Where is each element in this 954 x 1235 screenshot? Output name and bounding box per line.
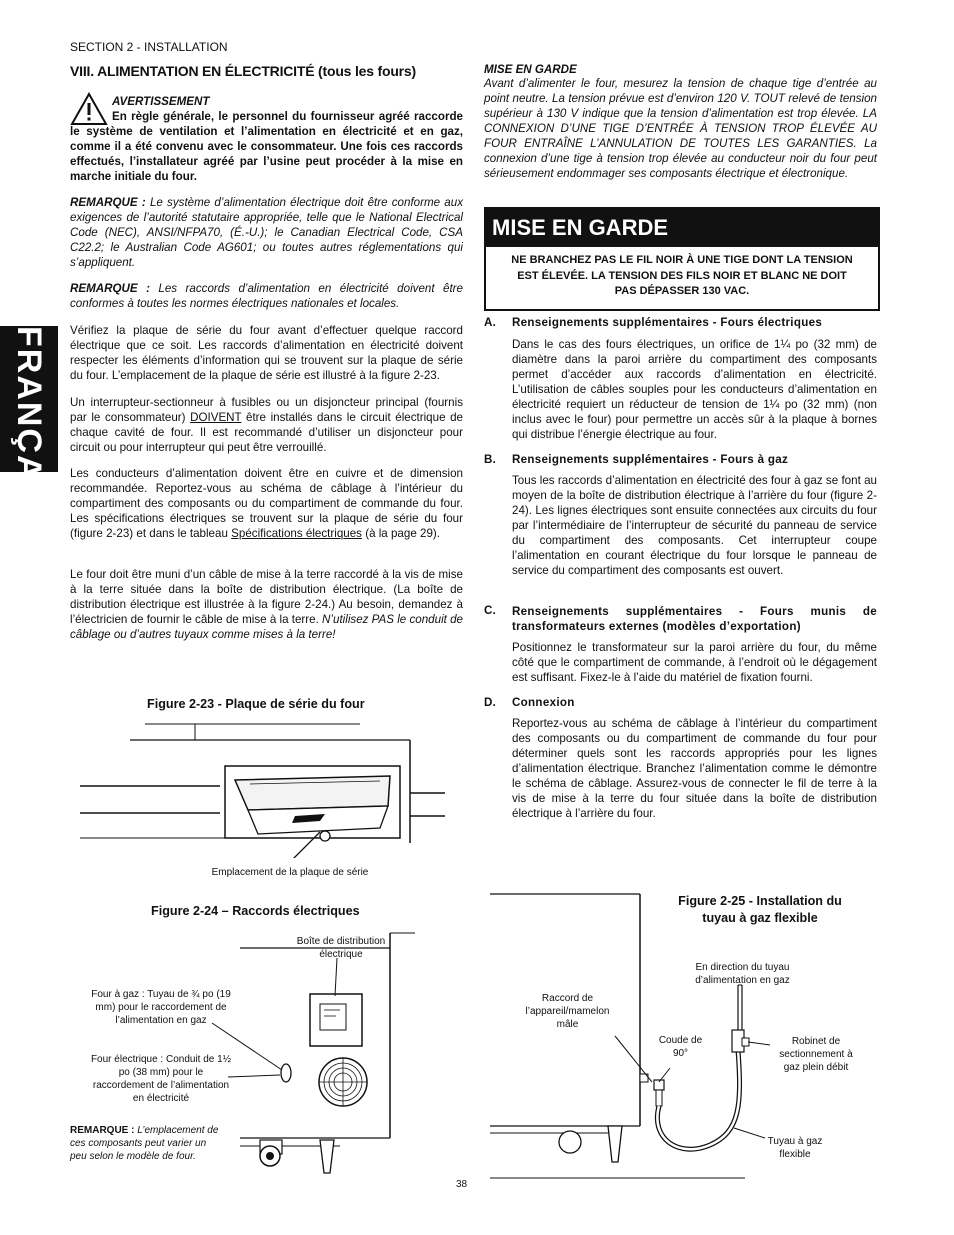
section-b-title: Renseignements supplémentaires - Fours à gaz [512, 453, 789, 466]
figure-2-23-caption: Emplacement de la plaque de série [211, 867, 369, 878]
gas-oven-label: Four à gaz : Tuyau de ¾ po (19 mm) pour le raccordement de l’alimentation en gaz [91, 989, 231, 1026]
language-tab: FRANÇAIS [0, 326, 58, 472]
gas-supply-label: En direction du tuyau d’alimentation en gaz [695, 962, 790, 986]
paragraph-1: Vérifiez la plaque de série du four avant d’effectuer quelque raccord électrique que ce soit. Les raccords d’alimentation en électricité doivent respecter les éléments d’information qui se trouvent sur la plaque de série du four. L’emplacement de la plaque de série est illustré à la figure 2-23. [70, 324, 463, 382]
section-c-letter: C. [484, 604, 497, 617]
fig24-note: REMARQUE : L’emplacement de ces composants peut varier un peu selon le modèle de four. [70, 1125, 219, 1162]
gas-hose-illustration [480, 890, 780, 1190]
paragraph-3: Les conducteurs d’alimentation doivent être en cuivre et de dimension recommandée. Reportez-vous au schéma de câblage à l’intérieur du compartiment des composants ou du compartiment de commande du four. Les spécifications électriques se trouvent sur la plaque de série du four (figure 2-23) et dans le tableau Spécifications électriques (à la page 29). [70, 467, 463, 540]
note-1: REMARQUE : Le système d’alimentation électrique doit être conforme aux exigences de l’autorité statutaire appropriée, telle que le National Electrical Code (NEC), ANSI/NFPA70, (É.-U.); le Canadian Electrical Code, CSA C22.2; le Australian Code AG601; ou toutes autres réglementations qui s’appliquent. [70, 196, 463, 269]
section-a-text: Dans le cas des fours électriques, un orifice de 1¼ po (32 mm) de diamètre dans la paroi arrière du compartiment des composants permet d’accéder aux raccords d’alimentation en électricité. L’utilisation de câbles souples pour les conducteurs d’alimentation en électricité requiert un réducteur de tension de 1¼ po (32 mm) (non inclus avec le four) pour permettre un accès sûr à la plaque à bornes qui distribue l’énergie électrique au four. [512, 338, 877, 441]
section-c-title: Renseignements supplémentaires - Fours munis de transformateurs externes (modèles d’exportation) [512, 605, 877, 633]
page-number: 38 [456, 1179, 468, 1190]
caution-text: Avant d’alimenter le four, mesurez la tension de chaque tige d’entrée au point neutre. La tension prévue est d’environ 120 V. TOUT relevé de tension supérieur à 130 V indique que la tension d’alimentation est trop élevée. LA CONNEXION D’UNE TIGE D’ENTRÉE À TENSION TROP ÉLEVÉE AU FOUR ENTRAÎNE L’ANNULATION DE TOUTES LES GARANTIES. La connexion d’une tige à tension trop élevée au conducteur noir du four peut sérieusement endommager ses composants électrique et électronique. [484, 77, 877, 180]
caution-box [484, 207, 880, 311]
note-2: REMARQUE : Les raccords d’alimentation en électricité doivent être conformes à toutes les normes électriques nationales et locales. [70, 282, 463, 310]
section-b-letter: B. [484, 453, 497, 466]
elbow-label: Coude de 90° [658, 1035, 703, 1059]
electric-oven-label: Four électrique : Conduit de 1½ po (38 mm) pour le raccordement de l’alimentation en électricité [90, 1054, 232, 1104]
warning-title: AVERTISSEMENT [112, 95, 210, 108]
distribution-box-label: Boîte de distribution électrique [296, 936, 386, 960]
section-b-text: Tous les raccords d’alimentation en électricité des four à gaz se font au moyen de la boîte de distribution électrique à l’arrière du four (figure 2-24). Les lignes électriques sont ensuite connectées aux circuits du four par l’intermédiaire de l’interrupteur de sécurité du panneau de service du compartiment des composants. Cet interrupteur coupe l’alimentation en courant électrique du four lorsque le panneau de service du compartiment des composants est ouvert. [512, 474, 877, 577]
section-d-letter: D. [484, 696, 497, 709]
caution-box-text: NE BRANCHEZ PAS LE FIL NOIR À UNE TIGE DONT LA TENSION EST ÉLEVÉE. LA TENSION DES FILS NOIR ET BLANC NE DOIT PAS DÉPASSER 130 VAC. [511, 254, 853, 297]
paragraph-2: Un interrupteur-sectionneur à fusibles ou un disjoncteur principal (fournis par le consommateur) DOIVENT être installés dans le circuit électrique de chaque cavité de four. Il est recommandé d’utiliser un disjoncteur pour circuit ou pour interrupteur qui peut être verrouillé. [70, 396, 463, 454]
section-a-title: Renseignements supplémentaires - Fours électriques [512, 316, 823, 329]
caution-title: MISE EN GARDE [484, 63, 577, 76]
caution-box-title: MISE EN GARDE [486, 209, 878, 247]
section-c-text: Positionnez le transformateur sur la paroi arrière du four, du même côté que le compartiment de commande, à l’endroit où le dégagement est suffisant. Fixez-le à l’aide du matériel de fixation fourni. [512, 641, 877, 684]
section-d-title: Connexion [512, 696, 575, 709]
serial-plate-illustration [80, 718, 450, 858]
section-header: SECTION 2 - INSTALLATION [70, 40, 228, 54]
section-a-letter: A. [484, 316, 497, 329]
paragraph-4: Le four doit être muni d’un câble de mise à la terre raccordé à la vis de mise à la terre située dans la boîte de distribution électrique. (La boîte de distribution électrique est illustrée à la figure 2-24.) Au besoin, demandez à l’électricien de fournir le câble de mise à la terre. N’utilisez PAS le conduit de câblage ou d’autres tuyaux comme mises à la terre! [70, 568, 463, 641]
warning-text: En règle générale, le personnel du fournisseur agréé raccorde le système de ventilation et l’alimentation en électricité et en gaz, comme il a été convenu avec le consommateur. Une fois ces raccords effectués, l’installateur agréé par l’usine peut procéder à la mise en marche initiale du four. [70, 110, 463, 183]
figure-2-25-title: Figure 2-25 - Installation du tuyau à gaz flexible [678, 894, 842, 925]
flexible-hose-label: Tuyau à gaz flexible [767, 1136, 823, 1160]
section-heading: VIII. ALIMENTATION EN ÉLECTRICITÉ (tous les fours) [70, 63, 416, 79]
section-d-text: Reportez-vous au schéma de câblage à l’intérieur du compartiment des composants ou du compartiment de commande du four pour déterminer quels sont les raccords appropriés pour les lignes d’alimentation électrique. Branchez l’alimentation comme le démontre le schéma de câblage. Assurez-vous de connecter le fil de terre à la vis de mise à la terre du four située dans la boîte de distribution électrique à l’arrière du four. [512, 717, 877, 820]
figure-2-24-title: Figure 2-24 – Raccords électriques [151, 904, 360, 918]
shutoff-valve-label: Robinet de sectionnement à gaz plein débit [779, 1036, 853, 1073]
figure-2-23-title: Figure 2-23 - Plaque de série du four [147, 697, 365, 711]
appliance-fitting-label: Raccord de l’appareil/mamelon mâle [525, 993, 610, 1030]
